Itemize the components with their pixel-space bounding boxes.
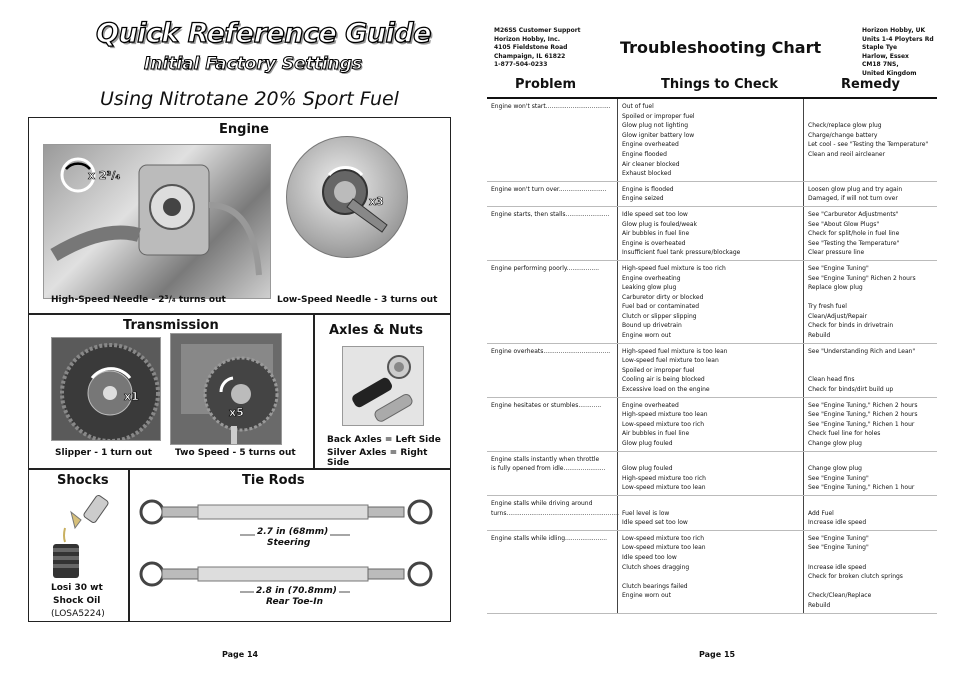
page-number-right: Page 15 bbox=[699, 650, 736, 659]
shocks-title: Shocks bbox=[57, 473, 109, 488]
shock-oil-line-2: Shock Oil bbox=[53, 596, 101, 606]
check-cell-line: Spoiled or improper fuel bbox=[622, 366, 695, 374]
slipper-badge: x1 bbox=[124, 390, 139, 403]
problem-cell bbox=[487, 496, 617, 530]
shock-oil-illustration bbox=[41, 492, 121, 582]
remedy-cell-line: Clean and reoil aircleaner bbox=[808, 150, 886, 158]
check-cell-line: Leaking glow plug bbox=[622, 284, 677, 292]
check-cell-line: Clutch or slipper slipping bbox=[622, 312, 697, 320]
remedy-cell-line: See "Engine Tuning" bbox=[808, 474, 869, 482]
check-cell bbox=[617, 452, 804, 495]
remedy-cell-line bbox=[808, 455, 935, 465]
engine-illustration bbox=[44, 145, 271, 299]
two-speed-caption: Two Speed - 5 turns out bbox=[175, 448, 296, 458]
remedy-cell bbox=[804, 182, 937, 206]
check-cell-line: Engine overheated bbox=[622, 141, 679, 149]
remedy-cell-line bbox=[808, 102, 935, 112]
axles-line-2: Silver Axles = Right Side bbox=[327, 448, 428, 468]
troubleshooting-title: Troubleshooting Chart bbox=[620, 38, 822, 57]
table-row bbox=[487, 99, 937, 182]
problem-cell-line: Engine won't turn over......................... bbox=[491, 185, 607, 193]
shock-oil-line-1: Losi 30 wt bbox=[51, 583, 103, 593]
table-row bbox=[487, 207, 937, 261]
check-cell-line: High-speed mixture too rich bbox=[622, 474, 706, 482]
table-row bbox=[487, 452, 937, 496]
remedy-cell-line: See "Engine Tuning," Richen 2 hours bbox=[808, 411, 918, 419]
remedy-cell-line bbox=[808, 499, 935, 509]
check-cell-line: Fuel level is low bbox=[622, 509, 670, 517]
check-cell-line: Clutch bearings failed bbox=[622, 582, 688, 590]
remedy-cell-line: Add Fuel bbox=[808, 509, 834, 517]
shock-oil-part-number: (LOSA5224) bbox=[51, 609, 105, 619]
remedy-cell-line: Increase idle speed bbox=[808, 519, 867, 527]
remedy-cell-line: Charge/change battery bbox=[808, 131, 878, 139]
problem-cell-line: turns........................................................... bbox=[491, 509, 619, 517]
problem-cell-line: is fully opened from idle...................... bbox=[491, 465, 606, 473]
remedy-cell-line: Clear pressure line bbox=[808, 249, 865, 257]
remedy-cell-line: Check for binds in drivetrain bbox=[808, 322, 894, 330]
remedy-cell bbox=[804, 99, 937, 181]
page-subtitle: Initial Factory Settings bbox=[144, 54, 363, 74]
fuel-heading: Using Nitrotane 20% Sport Fuel bbox=[100, 88, 399, 110]
check-cell-line: Glow igniter battery low bbox=[622, 131, 695, 139]
remedy-cell bbox=[804, 261, 937, 343]
engine-badge-left: x 2³/₄ bbox=[88, 169, 121, 182]
slipper-photo bbox=[51, 337, 161, 441]
problem-cell bbox=[487, 99, 617, 181]
problem-cell bbox=[487, 207, 617, 260]
problem-cell-line: Engine performing poorly................. bbox=[491, 264, 600, 272]
steering-length: 2.7 in (68mm) bbox=[257, 527, 329, 537]
tie-rods-title: Tie Rods bbox=[242, 473, 305, 488]
check-cell-line: Exhaust blocked bbox=[622, 170, 672, 178]
two-speed-badge: x5 bbox=[229, 406, 244, 419]
remedy-cell-line: Clean head fins bbox=[808, 376, 855, 384]
check-cell-line: Engine overheating bbox=[622, 274, 681, 282]
rear-length: 2.8 in (70.8mm) bbox=[256, 586, 337, 596]
check-cell-line: Air cleaner blocked bbox=[622, 160, 680, 168]
problem-cell bbox=[487, 531, 617, 613]
remedy-cell bbox=[804, 452, 937, 495]
remedy-cell-line: See "Engine Tuning," Richen 1 hour bbox=[808, 484, 915, 492]
check-cell bbox=[617, 261, 804, 343]
check-cell-line bbox=[622, 572, 801, 582]
check-cell-line: Excessive load on the engine bbox=[622, 386, 710, 394]
check-cell-line: Engine worn out bbox=[622, 332, 671, 340]
shocks-section bbox=[28, 469, 129, 622]
remedy-cell bbox=[804, 344, 937, 397]
table-row bbox=[487, 398, 937, 452]
problem-cell bbox=[487, 182, 617, 206]
check-cell-line: Engine seized bbox=[622, 195, 664, 203]
check-cell-line: Fuel bad or contaminated bbox=[622, 303, 700, 311]
remedy-cell-line: See "Engine Tuning" Richen 2 hours bbox=[808, 274, 916, 282]
check-cell bbox=[617, 531, 804, 613]
check-cell-line bbox=[622, 455, 801, 465]
page-number-left: Page 14 bbox=[222, 650, 259, 659]
slipper-gear-illustration bbox=[52, 338, 161, 441]
two-speed-illustration bbox=[171, 334, 282, 445]
table-row bbox=[487, 531, 937, 614]
problem-cell bbox=[487, 344, 617, 397]
transmission-title: Transmission bbox=[123, 318, 219, 333]
remedy-cell-line: See "Engine Tuning" bbox=[808, 264, 869, 272]
remedy-cell-line: See "Carburetor Adjustments" bbox=[808, 210, 899, 218]
check-cell-line: Carburetor dirty or blocked bbox=[622, 293, 704, 301]
remedy-cell-line bbox=[808, 366, 935, 376]
remedy-cell-line: Replace glow plug bbox=[808, 284, 863, 292]
remedy-cell-line bbox=[808, 582, 935, 592]
axle-nut-illustration bbox=[343, 347, 424, 426]
remedy-cell-line bbox=[808, 169, 935, 179]
engine-photo bbox=[43, 144, 271, 299]
remedy-cell bbox=[804, 398, 937, 451]
engine-badge-right: x3 bbox=[369, 195, 384, 208]
remedy-cell-line bbox=[808, 553, 935, 563]
remedy-cell bbox=[804, 207, 937, 260]
table-row bbox=[487, 344, 937, 398]
column-remedy: Remedy bbox=[841, 77, 900, 92]
problem-cell-line: Engine won't start.................................. bbox=[491, 103, 611, 110]
check-cell-line: Low-speed mixture too lean bbox=[622, 544, 706, 552]
remedy-cell-line: See "About Glow Plugs" bbox=[808, 220, 880, 228]
check-cell-line: Low-speed fuel mixture too lean bbox=[622, 357, 719, 365]
check-cell-line: High-speed fuel mixture is too rich bbox=[622, 264, 726, 272]
check-cell-line: Bound up drivetrain bbox=[622, 322, 682, 330]
tie-rods-section bbox=[129, 469, 451, 622]
remedy-cell-line: Change glow plug bbox=[808, 465, 862, 473]
slipper-caption: Slipper - 1 turn out bbox=[55, 448, 153, 458]
engine-needle-photo bbox=[286, 136, 408, 258]
remedy-cell-line: Rebuild bbox=[808, 601, 831, 609]
check-cell-line bbox=[622, 499, 801, 509]
remedy-cell-line bbox=[808, 356, 935, 366]
remedy-cell-line: Check/replace glow plug bbox=[808, 122, 882, 130]
table-row bbox=[487, 261, 937, 344]
check-cell bbox=[617, 182, 804, 206]
check-cell-line: Idle speed set too low bbox=[622, 519, 688, 527]
two-speed-photo bbox=[170, 333, 282, 445]
check-cell-line: Spoiled or improper fuel bbox=[622, 112, 695, 120]
check-cell-line: Air bubbles in fuel line bbox=[622, 430, 690, 438]
check-cell bbox=[617, 207, 804, 260]
check-cell bbox=[617, 99, 804, 181]
remedy-cell-line: Clean/Adjust/Repair bbox=[808, 312, 868, 320]
remedy-cell-line: Check fuel line for holes bbox=[808, 430, 881, 438]
check-cell-line: Air bubbles in fuel line bbox=[622, 230, 690, 238]
table-row bbox=[487, 182, 937, 207]
transmission-section bbox=[28, 314, 314, 469]
check-cell-line: Engine flooded bbox=[622, 150, 667, 158]
check-cell bbox=[617, 398, 804, 451]
check-cell-line: Idle speed set too low bbox=[622, 210, 688, 218]
check-cell-line: Cooling air is being blocked bbox=[622, 376, 705, 384]
remedy-cell-line: See "Engine Tuning," Richen 2 hours bbox=[808, 401, 918, 409]
address-us: M26SS Customer Support Horizon Hobby, Inc. 4105 Fieldstone Road Champaign, IL 61822 1-877-504-0233 bbox=[494, 27, 581, 68]
remedy-cell-line bbox=[808, 112, 935, 122]
check-cell-line: Idle speed too low bbox=[622, 553, 677, 561]
problem-cell-line: Engine starts, then stalls....................... bbox=[491, 210, 610, 218]
problem-cell bbox=[487, 452, 617, 495]
check-cell bbox=[617, 344, 804, 397]
remedy-cell-line: Try fresh fuel bbox=[808, 303, 847, 311]
axles-title: Axles & Nuts bbox=[329, 323, 423, 338]
check-cell-line: Low-speed mixture too lean bbox=[622, 484, 706, 492]
remedy-cell-line: See "Understanding Rich and Lean" bbox=[808, 347, 916, 355]
problem-cell-line: Engine stalls instantly when throttle bbox=[491, 455, 600, 463]
remedy-cell-line bbox=[808, 160, 935, 170]
remedy-cell-line: See "Engine Tuning" bbox=[808, 544, 869, 552]
check-cell-line: Insufficient fuel tank pressure/blockage bbox=[622, 249, 741, 257]
needle-illustration bbox=[287, 137, 407, 257]
remedy-cell-line: Increase idle speed bbox=[808, 563, 867, 571]
remedy-cell-line: See "Engine Tuning," Richen 1 hour bbox=[808, 420, 915, 428]
remedy-cell-line: See "Testing the Temperature" bbox=[808, 239, 900, 247]
check-cell-line: Engine is flooded bbox=[622, 185, 674, 193]
column-things-to-check: Things to Check bbox=[661, 77, 779, 92]
check-cell-line: Low-speed mixture too rich bbox=[622, 534, 705, 542]
check-cell-line: High-speed fuel mixture is too lean bbox=[622, 347, 728, 355]
page-title: Quick Reference Guide bbox=[96, 18, 431, 49]
check-cell-line: Glow plug fouled bbox=[622, 440, 673, 447]
remedy-cell-line: Change glow plug bbox=[808, 440, 862, 447]
problem-cell-line: Engine overheats................................... bbox=[491, 347, 611, 355]
remedy-cell-line: Loosen glow plug and try again bbox=[808, 185, 903, 193]
remedy-cell-line: Check for broken clutch springs bbox=[808, 573, 903, 581]
remedy-cell-line: Check for split/hole in fuel line bbox=[808, 230, 900, 238]
problem-cell bbox=[487, 261, 617, 343]
rear-label: Rear Toe-In bbox=[266, 597, 323, 607]
troubleshooting-table bbox=[487, 97, 937, 614]
check-cell-line: Out of fuel bbox=[622, 103, 654, 110]
axles-line-1: Back Axles = Left Side bbox=[327, 435, 441, 445]
axles-photo bbox=[342, 346, 424, 426]
column-problem: Problem bbox=[515, 77, 576, 92]
remedy-cell-line: See "Engine Tuning" bbox=[808, 534, 869, 542]
remedy-cell-line: Let cool - see "Testing the Temperature" bbox=[808, 141, 929, 149]
check-cell-line: Engine is overheated bbox=[622, 239, 686, 247]
remedy-cell bbox=[804, 531, 937, 613]
check-cell-line: Glow plug is fouled/weak bbox=[622, 220, 698, 228]
check-cell-line: High-speed mixture too lean bbox=[622, 411, 708, 419]
remedy-cell-line bbox=[808, 293, 935, 303]
check-cell bbox=[617, 496, 804, 530]
remedy-cell-line: Rebuild bbox=[808, 332, 831, 340]
remedy-cell-line: Check for binds/dirt build up bbox=[808, 386, 894, 394]
remedy-cell-line: Check/Clean/Replace bbox=[808, 592, 872, 600]
engine-caption-left: High-Speed Needle - 2³/₄ turns out bbox=[51, 295, 226, 305]
problem-cell-line: Engine stalls while idling...................... bbox=[491, 534, 608, 542]
engine-caption-right: Low-Speed Needle - 3 turns out bbox=[277, 295, 438, 305]
problem-cell bbox=[487, 398, 617, 451]
check-cell-line: Low-speed mixture too rich bbox=[622, 420, 705, 428]
axles-section bbox=[314, 314, 451, 469]
check-cell-line: Glow plug fouled bbox=[622, 465, 673, 473]
remedy-cell-line: Damaged, if will not turn over bbox=[808, 195, 898, 203]
address-uk: Horizon Hobby, UK Units 1-4 Ployters Rd Staple Tye Harlow, Essex CM18 7NS, United Kingdom bbox=[862, 27, 934, 77]
engine-section bbox=[28, 117, 451, 314]
problem-cell-line: Engine stalls while driving around bbox=[491, 499, 593, 507]
steering-label: Steering bbox=[267, 538, 311, 548]
check-cell-line: Clutch shoes dragging bbox=[622, 563, 690, 571]
remedy-cell bbox=[804, 496, 937, 530]
check-cell-line: Glow plug not lighting bbox=[622, 122, 689, 130]
check-cell-line: Engine overheated bbox=[622, 401, 679, 409]
check-cell-line: Engine worn out bbox=[622, 592, 671, 600]
table-row bbox=[487, 496, 937, 531]
engine-title: Engine bbox=[219, 122, 269, 137]
problem-cell-line: Engine hesitates or stumbles............ bbox=[491, 401, 602, 409]
